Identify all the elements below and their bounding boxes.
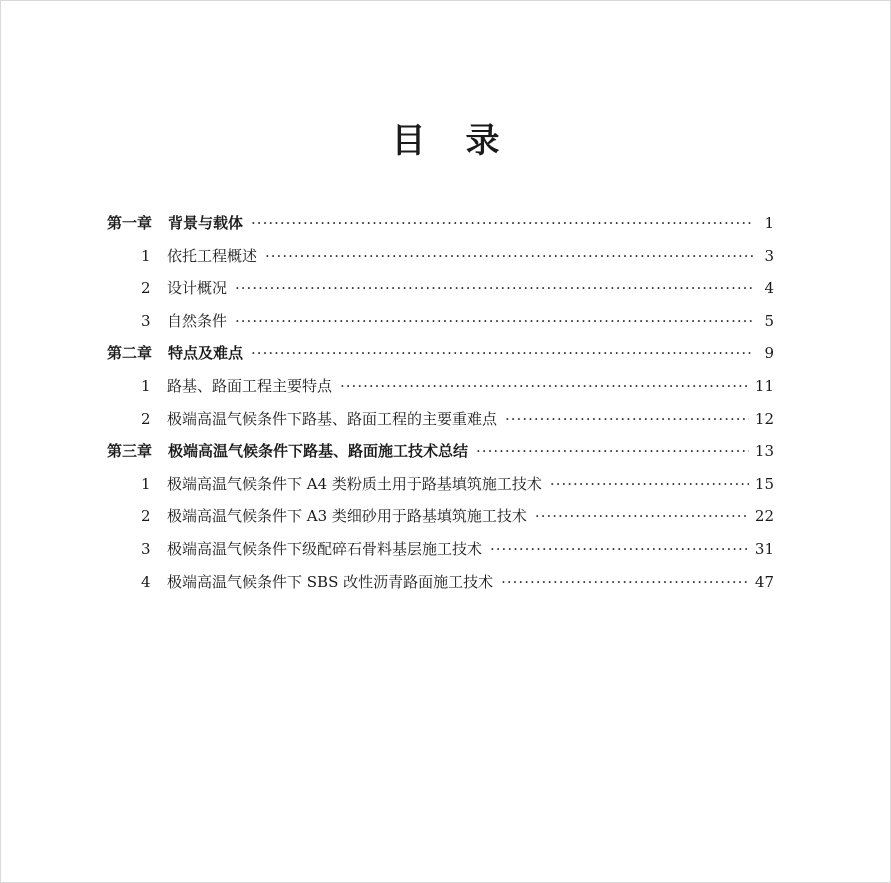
section-number: 2	[141, 409, 151, 428]
dot-leader	[476, 442, 749, 460]
toc-section-1-3[interactable]	[107, 310, 774, 343]
toc-section-3-4[interactable]	[107, 571, 774, 604]
section-title: 自然条件	[167, 311, 228, 330]
toc-section-1-2[interactable]	[107, 277, 774, 310]
page-number: 12	[754, 409, 774, 428]
toc-section-3-2[interactable]	[107, 505, 774, 538]
dot-leader	[265, 247, 754, 265]
page-number: 22	[754, 507, 774, 526]
section-number: 3	[141, 311, 151, 330]
title-char-left: 目	[391, 121, 428, 161]
toc-section-3-1[interactable]	[107, 473, 774, 506]
page-number: 1	[764, 214, 774, 232]
dot-leader	[550, 475, 749, 493]
dot-leader	[235, 312, 754, 330]
page-number: 31	[754, 539, 774, 558]
dot-leader	[535, 507, 749, 525]
table-of-contents	[107, 212, 774, 603]
dot-leader	[251, 344, 754, 362]
section-number: 3	[141, 539, 151, 558]
dot-leader	[340, 377, 749, 395]
section-title: 极端高温气候条件下级配碎石骨料基层施工技术	[167, 539, 483, 558]
dot-leader	[505, 410, 749, 428]
toc-chapter-2[interactable]	[107, 342, 774, 375]
section-number: 2	[141, 279, 151, 298]
section-title: 极端高温气候条件下路基、路面工程的主要重难点	[167, 409, 498, 428]
section-title: 极端高温气候条件下 SBS 改性沥青路面施工技术	[167, 572, 494, 591]
page-number: 4	[764, 279, 774, 298]
toc-section-1-1[interactable]	[107, 245, 774, 278]
page-number: 3	[764, 246, 774, 265]
page-number: 11	[754, 376, 774, 395]
page-number: 15	[754, 474, 774, 493]
section-number: 1	[141, 474, 151, 493]
chapter-title: 特点及难点	[168, 344, 244, 363]
page-title	[1, 113, 891, 162]
section-number: 1	[141, 246, 151, 265]
chapter-title: 背景与载体	[168, 214, 244, 232]
section-title: 设计概况	[167, 279, 228, 298]
page-number: 9	[764, 344, 774, 363]
page-number: 47	[754, 572, 774, 591]
chapter-number: 第一章	[107, 214, 153, 232]
dot-leader	[501, 573, 749, 591]
section-title: 路基、路面工程主要特点	[167, 376, 333, 395]
section-number: 4	[141, 572, 151, 591]
section-number: 1	[141, 376, 151, 395]
chapter-number: 第二章	[107, 344, 153, 363]
toc-chapter-1[interactable]	[107, 212, 774, 245]
toc-chapter-3[interactable]	[107, 440, 774, 473]
chapter-title: 极端高温气候条件下路基、路面施工技术总结	[168, 442, 469, 461]
title-char-right: 录	[465, 121, 502, 161]
page-number: 13	[754, 442, 774, 461]
page-number: 5	[764, 311, 774, 330]
section-title: 极端高温气候条件下 A3 类细砂用于路基填筑施工技术	[167, 507, 527, 526]
dot-leader	[490, 540, 749, 558]
dot-leader	[235, 279, 754, 297]
section-title: 依托工程概述	[167, 246, 258, 265]
chapter-number: 第三章	[107, 442, 153, 461]
section-title: 极端高温气候条件下 A4 类粉质土用于路基填筑施工技术	[167, 474, 542, 493]
toc-section-2-1[interactable]	[107, 375, 774, 408]
section-number: 2	[141, 507, 151, 526]
dot-leader	[251, 214, 754, 232]
toc-section-2-2[interactable]	[107, 408, 774, 441]
toc-section-3-3[interactable]	[107, 538, 774, 571]
